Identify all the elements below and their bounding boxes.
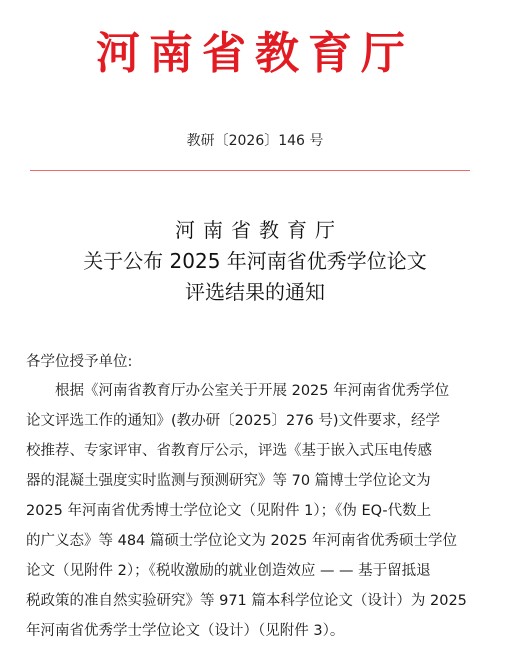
body-line: 器的混凝土强度实时监测与预测研究》等 70 篇博士学位论文为 [26,473,431,489]
body-line: 校推荐、专家评审、省教育厅公示，评选《基于嵌入式压电传感 [26,443,432,459]
notice-title [0,215,510,308]
body-line: 的广义态》等 484 篇硕士学位论文为 2025 年河南省优秀硕士学位 [26,533,458,549]
body-paragraph [26,376,488,646]
body-line: 2025 年河南省优秀博士学位论文（见附件 1）；《伪 EQ-代数上 [26,503,432,519]
notice-title-line3: 评选结果的通知 [185,280,325,304]
document-number: 教研〔2026〕146 号 [186,133,324,149]
body-line: 论文（见附件 2）；《税收激励的就业创造效应 — — 基于留抵退 [26,563,431,579]
body-line: 年河南省优秀学士学位论文（设计）（见附件 3）。 [26,623,345,639]
red-divider-line [30,170,470,171]
notice-title-line2: 关于公布 2025 年河南省优秀学位论文 [83,249,427,273]
notice-title-issuer: 河南省教育厅 [175,218,343,242]
issuer-header: 河南省教育厅 [96,28,414,79]
body-line: 论文评选工作的通知》(教办研〔2025〕276 号)文件要求，经学 [26,413,440,429]
body-line: 税政策的准自然实验研究》等 971 篇本科学位论文（设计）为 2025 [26,593,467,609]
body-line: 根据《河南省教育厅办公室关于开展 2025 年河南省优秀学位 [55,383,450,399]
addressee: 各学位授予单位: [26,354,133,370]
